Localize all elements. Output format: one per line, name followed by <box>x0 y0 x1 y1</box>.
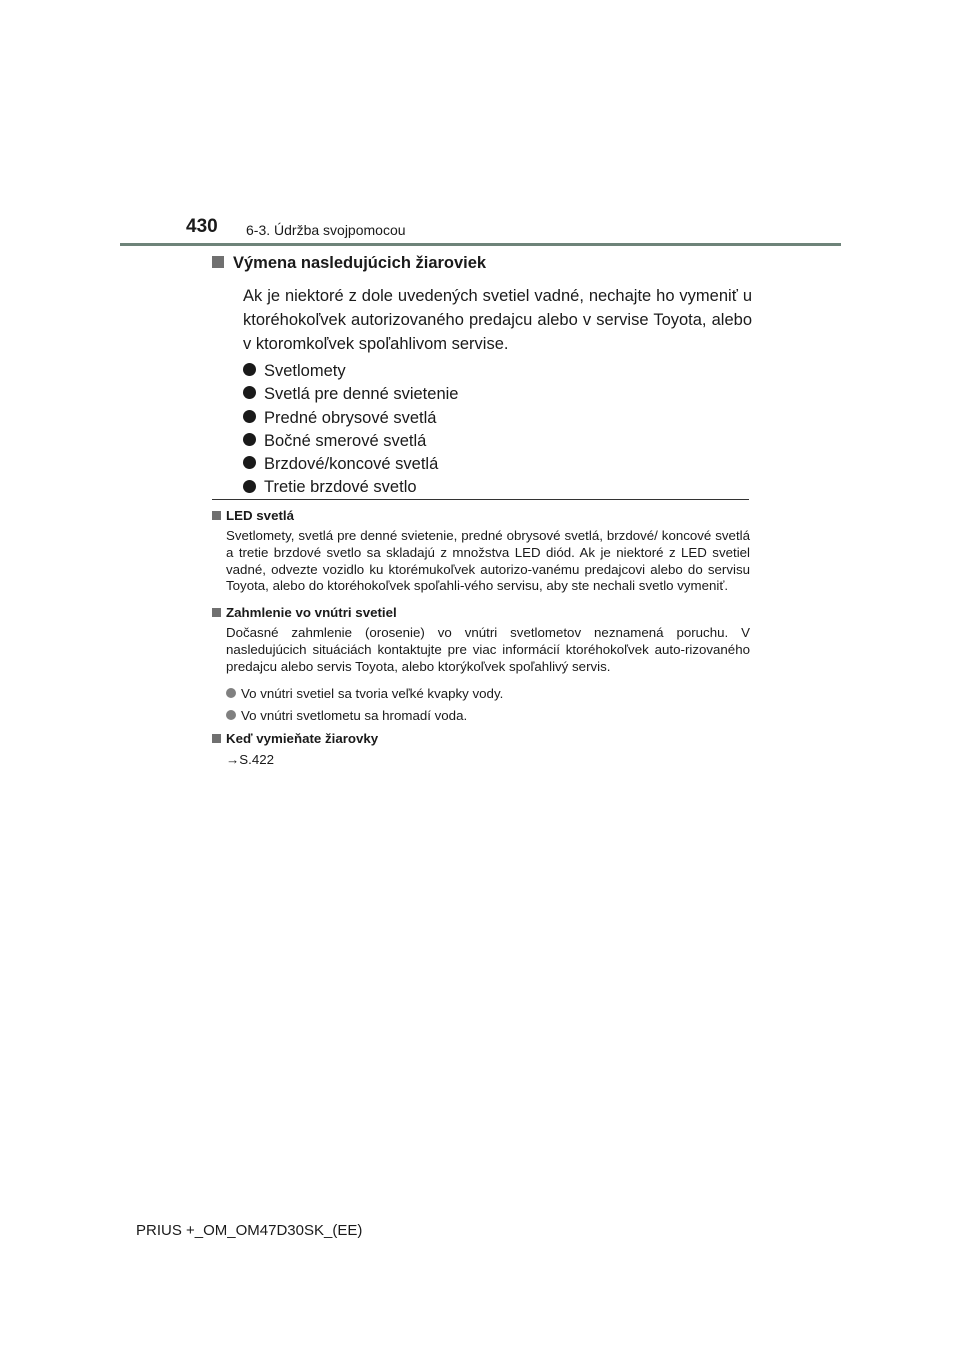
section-divider <box>212 499 749 500</box>
bullet-dot-icon <box>243 433 256 446</box>
main-heading: Výmena nasledujúcich žiaroviek <box>212 254 752 273</box>
bullet-dot-icon <box>226 688 236 698</box>
bullet-dot-icon <box>243 456 256 469</box>
section-title: 6-3. Údržba svojpomocou <box>246 222 406 238</box>
list-item: Bočné smerové svetlá <box>243 430 752 453</box>
page-number: 430 <box>186 216 218 237</box>
list-item: Brzdové/koncové svetlá <box>243 453 752 476</box>
notes-section <box>212 507 750 767</box>
bullet-dot-icon <box>243 363 256 376</box>
main-section <box>212 254 752 500</box>
list-item: Svetlá pre denné svietenie <box>243 383 752 406</box>
page-reference-link[interactable]: →S.422 <box>226 751 275 767</box>
list-item: Svetlomety <box>243 360 752 383</box>
main-paragraph: Ak je niektoré z dole uvedených svetiel vadné, nechajte ho vymeniť u ktoréhokoľvek autorizovaného predajcu alebo v servise Toyota, alebo v ktoromkoľvek spoľahlivom servise. <box>243 287 752 353</box>
note-heading-fog: Zahmlenie vo vnútri svetiel <box>212 604 750 622</box>
note-text-led: Svetlomety, svetlá pre denné svietenie, predné obrysové svetlá, brzdové/ koncové svetlá a tretie brzdové svetlo sa skladajú z množstva LED diód. Ak je niektoré z LED svetiel vadné, odvezte vozidlo ku ktorémukoľvek autorizo-vanému predajcovi alebo do servisu Toyota, alebo do ktoréhokoľvek spoľahli-vého servisu, aby ste nechali svetlo vymeniť. <box>226 528 750 594</box>
list-item: Tretie brzdové svetlo <box>243 476 752 499</box>
list-item: Vo vnútri svetiel sa tvoria veľké kvapky vody. <box>226 685 750 702</box>
square-bullet-icon <box>212 511 221 520</box>
square-bullet-icon <box>212 734 221 743</box>
square-bullet-icon <box>212 256 224 268</box>
bulb-list <box>243 360 752 500</box>
bullet-dot-icon <box>243 386 256 399</box>
note-heading-led: LED svetlá <box>212 507 750 525</box>
header-rule <box>120 243 841 246</box>
bullet-dot-icon <box>243 480 256 493</box>
list-item: Vo vnútri svetlometu sa hromadí voda. <box>226 707 750 724</box>
note-text-fog: Dočasné zahmlenie (orosenie) vo vnútri svetlometov neznamená poruchu. V nasledujúcich situáciách kontaktujte pre viac informácií ktoréhokoľvek auto-rizovaného predajcu alebo servis Toyota, alebo ktorýkoľvek spoľahlivý servis. <box>226 625 750 674</box>
bullet-dot-icon <box>226 710 236 720</box>
document-id: PRIUS +_OM_OM47D30SK_(EE) <box>136 1222 363 1239</box>
square-bullet-icon <box>212 608 221 617</box>
bullet-dot-icon <box>243 410 256 423</box>
note-heading-replace: Keď vymieňate žiarovky <box>212 730 750 748</box>
list-item: Predné obrysové svetlá <box>243 407 752 430</box>
